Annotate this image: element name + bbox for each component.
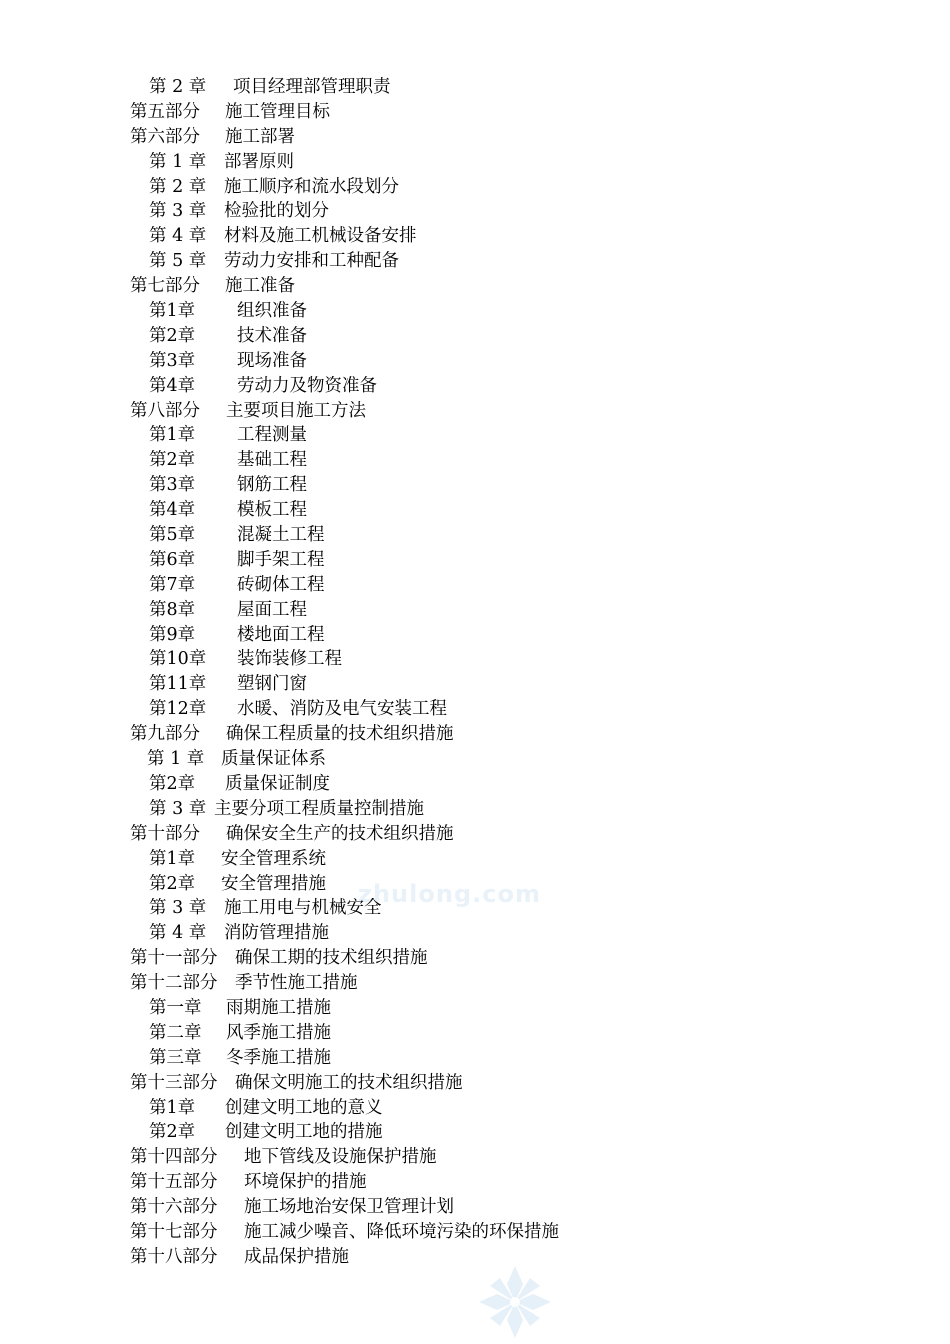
toc-entry: [0, 1170, 950, 1195]
toc-entry-number: 第十六部分: [130, 1197, 218, 1218]
toc-entry: [0, 125, 950, 150]
toc-entry-title: 质量保证制度: [225, 773, 330, 794]
watermark-logo-icon: [470, 1262, 560, 1344]
watermark-text: zhulong.com: [358, 880, 541, 908]
toc-entry-number: 第九部分: [130, 724, 200, 745]
toc-entry-title: 质量保证体系: [221, 749, 326, 770]
toc-entry: [0, 100, 950, 125]
toc-entry: [0, 274, 950, 299]
toc-entry: [0, 697, 950, 722]
toc-entry: [0, 1071, 950, 1096]
toc-entry-title: 施工准备: [225, 276, 295, 297]
toc-entry-title: 消防管理措施: [224, 923, 329, 944]
toc-entry-title: 砖砌体工程: [237, 574, 325, 595]
toc-entry-number: 第十八部分: [130, 1246, 218, 1267]
toc-entry: [0, 1145, 950, 1170]
toc-entry-title: 混凝土工程: [237, 525, 325, 546]
toc-entry-title: 成品保护措施: [244, 1246, 349, 1267]
toc-entry-title: 项目经理部管理职责: [233, 77, 391, 97]
toc-entry-title: 组织准备: [237, 301, 307, 322]
toc-entry: [0, 971, 950, 996]
toc-entry-title: 工程测量: [237, 425, 307, 446]
toc-entry-number: 第10章: [149, 649, 207, 670]
toc-entry: [0, 423, 950, 448]
toc-entry-title: 确保文明施工的技术组织措施: [235, 1072, 463, 1093]
toc-entry-number: 第 4 章: [149, 923, 207, 944]
toc-entry-number: 第六部分: [130, 126, 200, 147]
toc-entry-title: 现场准备: [237, 350, 307, 371]
toc-entry: [0, 1195, 950, 1220]
toc-entry-title: 主要项目施工方法: [226, 400, 366, 421]
toc-entry-number: 第十七部分: [130, 1221, 218, 1242]
toc-entry-title: 确保工期的技术组织措施: [235, 948, 428, 969]
toc-entry-number: 第1章: [149, 301, 196, 322]
toc-entry: [0, 199, 950, 224]
toc-entry-number: 第 3 章: [149, 798, 207, 819]
toc-entry: [0, 672, 950, 697]
toc-entry: [0, 548, 950, 573]
toc-entry-title: 基础工程: [237, 450, 307, 471]
toc-entry: [0, 349, 950, 374]
toc-entry-title: 季节性施工措施: [235, 973, 358, 994]
toc-entry: [0, 996, 950, 1021]
toc-entry-number: 第4章: [149, 500, 196, 521]
toc-entry-title: 检验批的划分: [224, 201, 329, 222]
toc-entry-number: 第2章: [149, 325, 196, 346]
toc-entry-title: 安全管理措施: [221, 873, 326, 894]
toc-entry-number: 第6章: [149, 549, 196, 570]
toc-entry: [0, 448, 950, 473]
toc-entry-title: 脚手架工程: [237, 549, 325, 570]
toc-entry-title: 部署原则: [224, 151, 294, 172]
toc-entry-number: 第1章: [149, 1097, 196, 1118]
toc-entry-number: 第一章: [149, 997, 202, 1018]
toc-entry: [0, 374, 950, 399]
toc-entry-title: 确保安全生产的技术组织措施: [226, 823, 454, 844]
toc-entry: [0, 224, 950, 249]
toc-entry: [0, 1046, 950, 1071]
toc-entry: [0, 647, 950, 672]
toc-entry: [0, 1021, 950, 1046]
toc-entry-number: 第9章: [149, 624, 196, 645]
toc-entry-number: 第 2 章: [149, 77, 207, 97]
toc-entry-number: 第3章: [149, 350, 196, 371]
toc-entry-number: 第2章: [149, 450, 196, 471]
toc-entry: [0, 598, 950, 623]
toc-entry: [0, 847, 950, 872]
toc-entry-title: 施工用电与机械安全: [224, 898, 382, 919]
toc-entry-title: 创建文明工地的措施: [225, 1122, 383, 1143]
toc-entry-number: 第十三部分: [130, 1072, 218, 1093]
toc-entry-title: 材料及施工机械设备安排: [224, 226, 417, 247]
toc-entry-title: 施工减少噪音、降低环境污染的环保措施: [244, 1221, 559, 1242]
toc-entry-title: 雨期施工措施: [226, 997, 331, 1018]
table-of-contents: [0, 75, 950, 1270]
toc-entry: [0, 1096, 950, 1121]
toc-entry-title: 风季施工措施: [226, 1022, 331, 1043]
toc-entry: [0, 175, 950, 200]
toc-entry-title: 模板工程: [237, 500, 307, 521]
toc-entry-number: 第 2 章: [149, 176, 207, 197]
toc-entry-number: 第2章: [149, 873, 196, 894]
toc-entry-number: 第11章: [149, 674, 207, 695]
toc-entry-number: 第5章: [149, 525, 196, 546]
toc-entry: [0, 772, 950, 797]
toc-entry-number: 第十部分: [130, 823, 200, 844]
toc-entry-number: 第十一部分: [130, 948, 218, 969]
toc-entry-title: 施工顺序和流水段划分: [224, 176, 399, 197]
toc-entry: [0, 573, 950, 598]
toc-entry-title: 装饰装修工程: [237, 649, 342, 670]
toc-entry-title: 主要分项工程质量控制措施: [214, 798, 424, 819]
toc-entry-title: 钢筋工程: [237, 475, 307, 496]
toc-entry: [0, 946, 950, 971]
toc-entry: [0, 473, 950, 498]
toc-entry-title: 屋面工程: [237, 599, 307, 620]
toc-entry: [0, 623, 950, 648]
toc-entry-title: 水暖、消防及电气安装工程: [237, 699, 447, 720]
toc-entry-number: 第2章: [149, 1122, 196, 1143]
toc-entry-number: 第1章: [149, 848, 196, 869]
toc-entry-number: 第2章: [149, 773, 196, 794]
toc-entry-number: 第 3 章: [149, 201, 207, 222]
toc-entry: [0, 921, 950, 946]
toc-entry-number: 第 1 章: [149, 151, 207, 172]
toc-entry-title: 创建文明工地的意义: [225, 1097, 383, 1118]
toc-entry-number: 第 5 章: [149, 251, 207, 272]
toc-entry: [0, 1220, 950, 1245]
toc-entry-number: 第十二部分: [130, 973, 218, 994]
toc-entry-number: 第8章: [149, 599, 196, 620]
toc-entry: [0, 498, 950, 523]
toc-entry-number: 第八部分: [130, 400, 200, 421]
toc-entry-number: 第二章: [149, 1022, 202, 1043]
toc-entry: [0, 747, 950, 772]
toc-entry-number: 第十五部分: [130, 1172, 218, 1193]
toc-entry: [0, 822, 950, 847]
toc-entry-number: 第12章: [149, 699, 207, 720]
toc-entry-title: 确保工程质量的技术组织措施: [226, 724, 454, 745]
toc-entry-title: 施工管理目标: [225, 101, 330, 122]
toc-entry-title: 环境保护的措施: [244, 1172, 367, 1193]
toc-entry-title: 塑钢门窗: [237, 674, 307, 695]
toc-entry-number: 第三章: [149, 1047, 202, 1068]
toc-entry: [0, 797, 950, 822]
toc-entry-number: 第4章: [149, 375, 196, 396]
toc-entry: [0, 150, 950, 175]
toc-entry-title: 楼地面工程: [237, 624, 325, 645]
toc-entry-title: 施工部署: [225, 126, 295, 147]
toc-entry-number: 第七部分: [130, 276, 200, 297]
toc-entry-title: 劳动力及物资准备: [237, 375, 377, 396]
toc-entry-number: 第7章: [149, 574, 196, 595]
toc-entry: [0, 75, 950, 100]
toc-entry-title: 技术准备: [237, 325, 307, 346]
toc-entry-number: 第十四部分: [130, 1147, 218, 1168]
toc-entry: [0, 399, 950, 424]
toc-entry: [0, 722, 950, 747]
toc-entry: [0, 249, 950, 274]
toc-entry-title: 劳动力安排和工种配备: [224, 251, 399, 272]
toc-entry-number: 第3章: [149, 475, 196, 496]
toc-entry-title: 地下管线及设施保护措施: [244, 1147, 437, 1168]
toc-entry: [0, 523, 950, 548]
toc-entry-number: 第1章: [149, 425, 196, 446]
toc-entry-title: 安全管理系统: [221, 848, 326, 869]
toc-entry: [0, 1120, 950, 1145]
toc-entry: [0, 299, 950, 324]
toc-entry-title: 冬季施工措施: [226, 1047, 331, 1068]
toc-entry-number: 第 4 章: [149, 226, 207, 247]
toc-entry-title: 施工场地治安保卫管理计划: [244, 1197, 454, 1218]
toc-entry-number: 第 1 章: [147, 749, 205, 770]
toc-entry-number: 第 3 章: [149, 898, 207, 919]
toc-entry: [0, 324, 950, 349]
toc-entry-number: 第五部分: [130, 101, 200, 122]
